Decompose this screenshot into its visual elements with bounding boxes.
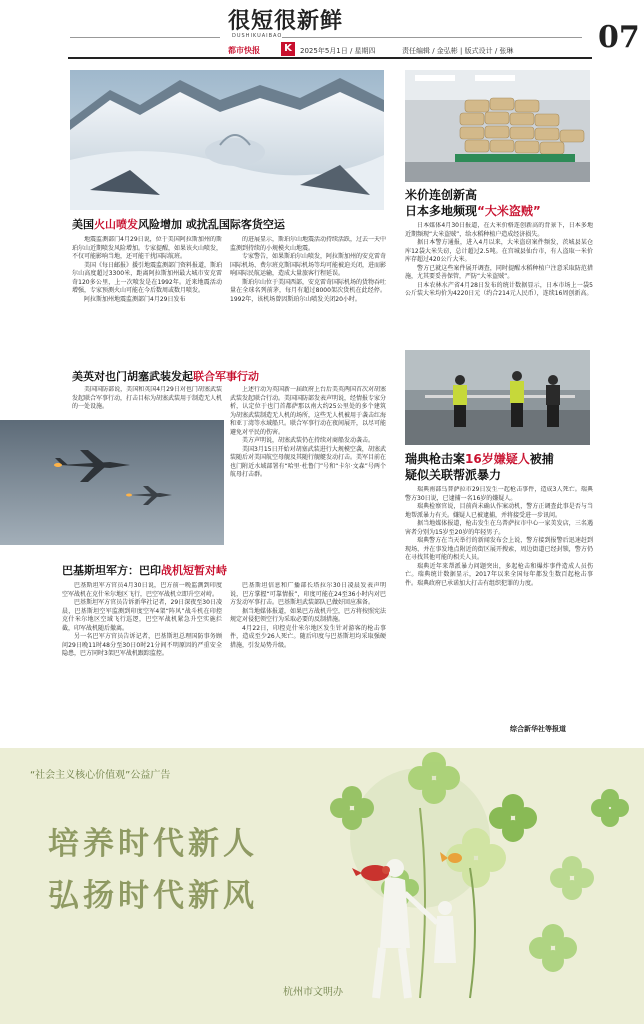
masthead-rule	[68, 57, 592, 59]
volcano-paragraph: 地震监测部门4月29日说，位于美国阿拉斯加州的斯珀尔山近期喷发风险增加。专家提醒，如果该火山喷发，不仅可能影响当地，还可能干扰国际航班。	[72, 236, 222, 260]
masthead-ornament-right	[282, 37, 582, 38]
ad-slogan-line2: 弘扬时代新风	[48, 878, 258, 914]
rice-headline-line2	[405, 202, 541, 219]
paper-logo: K	[281, 42, 295, 56]
pakistan-paragraph: 据当地媒体报道，如果巴方战机升空，巴方将按照宪法规定对侵犯领空行为采取必要的反制措施。	[230, 607, 386, 623]
sweden-paragraph: 据当地媒体报道，枪击发生在乌普萨拉市中心一家美发店，三名遇害者分别为15岁至20岁的年轻男子。	[405, 520, 593, 536]
masthead-ornament-left	[70, 37, 220, 38]
rice-paragraph: 日本媒体4月30日报道，在大米价格连创新高的背景下，日本多地近期频现“大米盗贼”，给水稻种植户造成经济损失。	[405, 222, 593, 238]
yemen-paragraph: 美方声明说，胡塞武装仍在持续对商船发动袭击。	[242, 437, 375, 444]
yemen-paragraph: 美国国防部说，美国和英国4月29日对也门胡塞武装发起联合军事行动，打击目标为胡塞武装用于制造无人机的一处设施。	[72, 386, 222, 410]
yemen-article-col2	[230, 386, 386, 552]
yemen-paragraph: 美国3月15日开始对胡塞武装进行大规模空袭，胡塞武装随后对美国航空母舰及其随行舰艇发动打击。美军目前在也门附近水域部署有“哈里·杜鲁门”号和“卡尔·文森”号两个航母打击群。	[230, 445, 386, 478]
volcano-paragraph: 美国《每日邮报》援引地震监测部门资料报道，斯珀尔山高度超过3300米，距离阿拉斯加州最大城市安克雷奇120多公里，上一次喷发是在1992年。近来地震活动增强，专家预测火山可能在今后数周或数月喷发。	[72, 261, 222, 294]
sweden-paragraph: 瑞典检察官说，目前尚未确认作案动机，警方正调查此事是否与当地帮派暴力有关。嫌疑人已被逮捕，并将接受进一步讯问。	[405, 503, 593, 519]
sweden-headline-line2: 疑似关联帮派暴力	[405, 468, 502, 482]
sweden-headline-suffix: 被捕	[529, 452, 554, 466]
volcano-photo	[70, 70, 384, 210]
pakistan-paragraph: 4月22日，印控克什米尔地区发生针对游客的枪击事件，造成至少26人死亡。随后印度与巴基斯坦均采取强硬措施，引发局势升级。	[230, 624, 386, 649]
pakistan-headline-prefix: 巴基斯坦军方：巴印	[62, 564, 161, 577]
editor-credit: 责任编辑 / 金弘彬 | 版式设计 / 张琳	[402, 47, 514, 55]
pakistan-paragraph: 另一名巴军方官员告诉记者，巴基斯坦总理国防事务顾问29日晚11时48分至30日0时21分间不明原因的严重安全隐患，巴方同时3架巴军战机跟踪监控。	[62, 633, 222, 657]
pakistan-paragraph: 巴基斯坦军方官员告诉新华社记者，29日深夜至30日凌晨，巴基斯坦空军监测到印度空军4架“阵风”战斗机在印控克什米尔地区空域飞行巡逻，巴空军战机紧急升空实施拦截，印军战机随后撤离。	[62, 599, 222, 632]
volcano-headline-red: 火山喷发	[94, 218, 138, 231]
news-credit: 综合新华社等报道	[510, 725, 566, 733]
rice-paragraph: 据日本警方通报，进入4月以来，大米盗窃案件频发，茨城县某仓库12袋大米失窃，总计超过2.5吨。在宫城县仙台市，有人盗取一米价库存超过420公斤大米。	[405, 239, 593, 263]
volcano-headline-prefix: 美国	[72, 218, 94, 231]
page-number: 07	[598, 20, 640, 55]
rice-paragraph: 日本农林水产省4月28日发布的统计数据显示，日本市场上一袋5公斤装大米均价为4220日元（约合214元人民币），连续16周创新高。	[405, 281, 593, 297]
volcano-paragraph: 斯珀尔山位于美国西部，安克雷奇国际机场的货物吞吐量在全球名列前茅，每月有超过8000架次货机在此经停。1992年，该机场曾因斯珀尔山喷发关闭20小时。	[230, 278, 386, 303]
sweden-article-body	[405, 486, 593, 716]
pakistan-paragraph: 巴基斯坦信息和广播部长塔拉尔30日凌晨发表声明说，巴方掌握“可靠情报”，印度可能在24至36小时内对巴方发动军事打击。巴基斯坦武装部队已做好回应准备。	[230, 582, 386, 606]
yemen-headline	[72, 368, 259, 384]
fighter-jets-photo	[0, 420, 224, 545]
yemen-article-col1	[72, 386, 222, 420]
sweden-paragraph: 瑞典警方在当天举行的新闻发布会上说，警方接到报警后迅速赶到现场，并在事发地点附近的街区展开搜索，周边街道已经封锁，警方仍在寻找其他可能的相关人员。	[405, 537, 593, 561]
volcano-paragraph: 阿拉斯加州地震监测部门4月29日发布	[84, 295, 186, 303]
sweden-headline-red: 16岁嫌疑人	[465, 452, 530, 466]
sweden-headline-line1	[405, 450, 554, 467]
yemen-headline-prefix: 美英对也门胡塞武装发起	[72, 370, 193, 383]
rice-article-body	[405, 222, 593, 340]
pakistan-headline	[62, 562, 227, 578]
volcano-headline-suffix: 风险增加 或扰乱国际客货空运	[138, 218, 285, 231]
ad-label: “社会主义核心价值观”公益广告	[30, 770, 171, 781]
rice-headline-line1: 米价连创新高	[405, 188, 478, 202]
yemen-paragraph: 上述行动为英国新一届政府上台后美英两国首次对胡塞武装发起联合行动。美国国防部发表声明说，经情报专家分析，认定位于也门首都萨那以南大约25公里处的多个建筑为胡塞武装制造无人机的场所，这些无人机被用于袭击红海和亚丁湾等水域船只。联合军事行动在夜间展开，以尽可能避免对平民的伤害。	[230, 386, 386, 436]
paper-pinyin: DUSHIKUAIBAO	[232, 33, 283, 39]
paper-name: 都市快报	[228, 46, 260, 55]
ad-organization: 杭州市文明办	[283, 987, 343, 998]
volcano-headline	[72, 216, 285, 232]
volcano-paragraph: 的进展显示，斯珀尔山地震活动持续活跃，过去一天中监测到持续的小规模火山地震。	[230, 236, 386, 252]
sweden-headline-prefix: 瑞典枪击案	[405, 452, 466, 466]
rice-paragraph: 警方已就这些案件展开调查，同时提醒水稻种植户注意采取防范措施，尤其要妥善保管，严防“大米盗贼”。	[405, 264, 593, 280]
yemen-headline-red: 联合军事行动	[193, 370, 259, 383]
section-title: 很短很新鲜	[228, 8, 344, 34]
sweden-paragraph: 瑞典南部乌普萨拉市29日发生一起枪击事件，造成3人死亡。瑞典警方30日说，已逮捕一名16岁的嫌疑人。	[405, 486, 593, 502]
pakistan-headline-red: 战机短暂对峙	[161, 564, 227, 577]
sweden-paragraph: 瑞典近年来帮派暴力问题突出，多起枪击和爆炸事件造成人员伤亡。瑞典统计数据显示，2017年以来全国每年都发生数百起枪击事件。瑞典政府已承诺加大打击有组织犯罪的力度。	[405, 562, 593, 587]
pakistan-paragraph: 巴基斯坦军方官员4月30日说，巴方前一晚监测到印度空军战机在克什米尔地区飞行，巴空军战机立即升空对峙。	[62, 582, 222, 598]
issue-date: 2025年5月1日 / 星期四	[300, 47, 376, 55]
volcano-article-col1	[72, 236, 222, 366]
pakistan-article-col1	[62, 582, 222, 732]
police-photo	[405, 350, 590, 445]
volcano-article-col2	[230, 236, 386, 366]
rice-headline-red: “大米盗贼”	[477, 204, 541, 218]
ad-slogan-line1: 培养时代新人	[48, 826, 258, 862]
pakistan-article-col2	[230, 582, 386, 732]
volcano-paragraph: 专家警告，如果斯珀尔山喷发，阿拉斯加州的安克雷奇国际机场、费尔班克斯国际机场等均可能被迫关闭，进而影响国际民航运输，造成大量旅客行程延误。	[230, 253, 386, 277]
rice-headline-prefix: 日本多地频现	[405, 204, 478, 218]
rice-bags-photo	[405, 70, 590, 182]
